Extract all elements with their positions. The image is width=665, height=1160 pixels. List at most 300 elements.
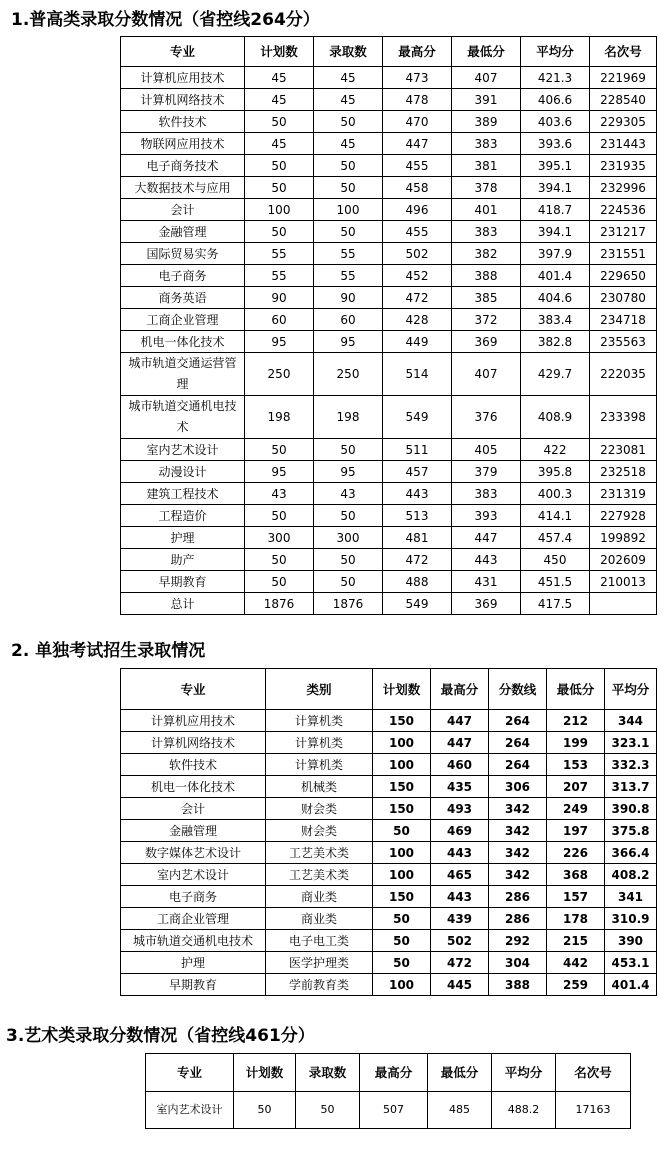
value-cell: 机械类 [266,776,373,798]
table-row [121,527,657,549]
table-row [121,309,657,331]
major-cell: 国际贸易实务 [121,243,245,265]
value-cell: 460 [431,754,489,776]
value-cell: 421.3 [521,67,590,89]
value-cell: 198 [314,396,383,439]
major-cell: 金融管理 [121,820,266,842]
major-cell: 电子商务 [121,265,245,287]
value-cell: 451.5 [521,571,590,593]
major-cell: 会计 [121,199,245,221]
value-cell: 342 [489,842,547,864]
value-cell: 90 [314,287,383,309]
value-cell: 45 [245,133,314,155]
value-cell: 250 [245,353,314,396]
value-cell: 1876 [245,593,314,615]
table-row [121,461,657,483]
value-cell: 150 [373,776,431,798]
major-cell: 计算机应用技术 [121,67,245,89]
table-row [121,886,657,908]
value-cell: 394.1 [521,177,590,199]
value-cell: 379 [452,461,521,483]
value-cell: 472 [383,549,452,571]
value-cell: 429.7 [521,353,590,396]
value-cell: 455 [383,221,452,243]
value-cell: 344 [605,710,657,732]
value-cell: 408.9 [521,396,590,439]
table-row [121,89,657,111]
value-cell: 55 [245,265,314,287]
value-cell: 100 [373,842,431,864]
value-cell: 197 [547,820,605,842]
value-cell: 422 [521,439,590,461]
value-cell: 财会类 [266,798,373,820]
major-cell: 早期教育 [121,974,266,996]
major-cell: 工商企业管理 [121,309,245,331]
value-cell: 493 [431,798,489,820]
value-cell: 50 [314,571,383,593]
value-cell: 431 [452,571,521,593]
column-header: 计划数 [373,669,431,710]
value-cell: 443 [383,483,452,505]
value-cell: 286 [489,886,547,908]
major-cell: 室内艺术设计 [146,1092,234,1129]
value-cell: 417.5 [521,593,590,615]
table-row [121,396,657,439]
value-cell: 447 [431,732,489,754]
value-cell: 385 [452,287,521,309]
table-row [121,820,657,842]
value-cell: 227928 [590,505,657,527]
table-row [121,930,657,952]
major-cell: 总计 [121,593,245,615]
major-cell: 护理 [121,527,245,549]
value-cell: 工艺美术类 [266,864,373,886]
value-cell: 215 [547,930,605,952]
value-cell: 95 [245,331,314,353]
value-cell: 393 [452,505,521,527]
value-cell: 222035 [590,353,657,396]
major-cell: 护理 [121,952,266,974]
value-cell: 153 [547,754,605,776]
value-cell: 401.4 [605,974,657,996]
table-header-row [146,1054,631,1092]
value-cell: 469 [431,820,489,842]
table-row [121,593,657,615]
value-cell: 401 [452,199,521,221]
value-cell: 292 [489,930,547,952]
value-cell: 100 [373,974,431,996]
value-cell: 450 [521,549,590,571]
section1-title: 1.普高类录取分数情况（省控线264分） [11,10,320,30]
table-row [121,776,657,798]
value-cell: 232518 [590,461,657,483]
table-header-row [121,669,657,710]
value-cell: 264 [489,754,547,776]
value-cell: 231217 [590,221,657,243]
value-cell: 230780 [590,287,657,309]
table-row [121,331,657,353]
table-row [121,952,657,974]
value-cell: 383.4 [521,309,590,331]
value-cell: 50 [245,571,314,593]
value-cell: 478 [383,89,452,111]
value-cell: 50 [234,1092,296,1129]
table-row [121,199,657,221]
major-cell: 工程造价 [121,505,245,527]
value-cell: 228540 [590,89,657,111]
major-cell: 大数据技术与应用 [121,177,245,199]
value-cell: 407 [452,353,521,396]
value-cell: 368 [547,864,605,886]
value-cell: 286 [489,908,547,930]
value-cell: 232996 [590,177,657,199]
value-cell: 488.2 [492,1092,556,1129]
table-row [121,754,657,776]
column-header: 专业 [146,1054,234,1092]
value-cell: 447 [452,527,521,549]
value-cell: 231551 [590,243,657,265]
value-cell: 383 [452,483,521,505]
value-cell: 电子电工类 [266,930,373,952]
value-cell: 工艺美术类 [266,842,373,864]
value-cell: 472 [383,287,452,309]
value-cell: 234718 [590,309,657,331]
value-cell: 472 [431,952,489,974]
value-cell: 511 [383,439,452,461]
value-cell: 369 [452,593,521,615]
value-cell: 481 [383,527,452,549]
value-cell: 428 [383,309,452,331]
value-cell: 计算机类 [266,710,373,732]
column-header: 专业 [121,37,245,67]
table-row [121,483,657,505]
value-cell: 17163 [556,1092,631,1129]
major-cell: 机电一体化技术 [121,776,266,798]
value-cell: 202609 [590,549,657,571]
value-cell: 470 [383,111,452,133]
value-cell: 150 [373,886,431,908]
column-header: 专业 [121,669,266,710]
value-cell: 45 [245,89,314,111]
major-cell: 电子商务 [121,886,266,908]
value-cell: 389 [452,111,521,133]
value-cell: 229305 [590,111,657,133]
column-header: 录取数 [314,37,383,67]
value-cell: 50 [314,549,383,571]
value-cell: 55 [314,243,383,265]
value-cell: 401.4 [521,265,590,287]
value-cell: 计算机类 [266,732,373,754]
table-row [121,505,657,527]
table-row [121,710,657,732]
value-cell: 342 [489,864,547,886]
value-cell: 商业类 [266,908,373,930]
value-cell: 455 [383,155,452,177]
major-cell: 动漫设计 [121,461,245,483]
value-cell: 150 [373,710,431,732]
table-row [121,864,657,886]
value-cell: 财会类 [266,820,373,842]
value-cell: 55 [314,265,383,287]
value-cell: 50 [245,505,314,527]
value-cell: 55 [245,243,314,265]
value-cell: 366.4 [605,842,657,864]
column-header: 平均分 [521,37,590,67]
independent-exam-table [120,668,657,996]
value-cell: 342 [489,820,547,842]
major-cell: 城市轨道交通运营管理 [121,353,245,396]
value-cell: 50 [314,177,383,199]
major-cell: 计算机网络技术 [121,89,245,111]
value-cell: 457 [383,461,452,483]
value-cell: 199 [547,732,605,754]
value-cell: 382.8 [521,331,590,353]
value-cell: 50 [314,111,383,133]
value-cell: 443 [431,842,489,864]
major-cell: 室内艺术设计 [121,439,245,461]
value-cell: 549 [383,593,452,615]
value-cell: 50 [373,952,431,974]
value-cell: 310.9 [605,908,657,930]
section2-title: 2. 单独考试招生录取情况 [11,641,206,661]
table-row [121,243,657,265]
value-cell: 395.8 [521,461,590,483]
value-cell: 496 [383,199,452,221]
major-cell: 早期教育 [121,571,245,593]
value-cell: 502 [383,243,452,265]
value-cell: 447 [431,710,489,732]
value-cell: 513 [383,505,452,527]
value-cell: 372 [452,309,521,331]
value-cell: 60 [245,309,314,331]
value-cell: 231935 [590,155,657,177]
value-cell: 计算机类 [266,754,373,776]
value-cell: 250 [314,353,383,396]
value-cell: 1876 [314,593,383,615]
value-cell: 100 [245,199,314,221]
value-cell: 95 [245,461,314,483]
value-cell: 465 [431,864,489,886]
value-cell: 229650 [590,265,657,287]
major-cell: 助产 [121,549,245,571]
value-cell: 447 [383,133,452,155]
value-cell: 332.3 [605,754,657,776]
value-cell: 488 [383,571,452,593]
value-cell: 50 [245,155,314,177]
value-cell [590,593,657,615]
major-cell: 软件技术 [121,111,245,133]
value-cell: 259 [547,974,605,996]
value-cell: 264 [489,710,547,732]
value-cell: 418.7 [521,199,590,221]
value-cell: 400.3 [521,483,590,505]
value-cell: 458 [383,177,452,199]
value-cell: 221969 [590,67,657,89]
value-cell: 210013 [590,571,657,593]
value-cell: 485 [428,1092,492,1129]
value-cell: 43 [245,483,314,505]
section3-title: 3.艺术类录取分数情况（省控线461分） [6,1026,315,1046]
value-cell: 435 [431,776,489,798]
value-cell: 50 [314,505,383,527]
table-row [121,265,657,287]
value-cell: 43 [314,483,383,505]
table-row [121,571,657,593]
value-cell: 407 [452,67,521,89]
value-cell: 457.4 [521,527,590,549]
value-cell: 439 [431,908,489,930]
value-cell: 449 [383,331,452,353]
major-cell: 物联网应用技术 [121,133,245,155]
value-cell: 473 [383,67,452,89]
value-cell: 300 [314,527,383,549]
value-cell: 50 [314,221,383,243]
value-cell: 50 [373,908,431,930]
value-cell: 45 [314,89,383,111]
value-cell: 198 [245,396,314,439]
major-cell: 计算机网络技术 [121,732,266,754]
column-header: 名次号 [590,37,657,67]
value-cell: 100 [373,754,431,776]
major-cell: 电子商务技术 [121,155,245,177]
value-cell: 150 [373,798,431,820]
table-row [121,842,657,864]
value-cell: 383 [452,133,521,155]
value-cell: 235563 [590,331,657,353]
value-cell: 341 [605,886,657,908]
value-cell: 50 [245,221,314,243]
table-header-row [121,37,657,67]
value-cell: 50 [245,439,314,461]
value-cell: 学前教育类 [266,974,373,996]
major-cell: 商务英语 [121,287,245,309]
table-row [121,133,657,155]
major-cell: 机电一体化技术 [121,331,245,353]
value-cell: 382 [452,243,521,265]
table-row [121,549,657,571]
table-row [121,67,657,89]
major-cell: 城市轨道交通机电技术 [121,396,245,439]
table-row [121,155,657,177]
major-cell: 数字媒体艺术设计 [121,842,266,864]
value-cell: 45 [314,67,383,89]
column-header: 最低分 [547,669,605,710]
value-cell: 100 [373,864,431,886]
value-cell: 50 [245,177,314,199]
table-row [121,439,657,461]
value-cell: 306 [489,776,547,798]
value-cell: 369 [452,331,521,353]
value-cell: 404.6 [521,287,590,309]
value-cell: 50 [245,111,314,133]
value-cell: 199892 [590,527,657,549]
value-cell: 502 [431,930,489,952]
value-cell: 304 [489,952,547,974]
value-cell: 388 [452,265,521,287]
major-cell: 室内艺术设计 [121,864,266,886]
value-cell: 323.1 [605,732,657,754]
value-cell: 443 [431,886,489,908]
column-header: 录取数 [296,1054,360,1092]
value-cell: 45 [314,133,383,155]
value-cell: 452 [383,265,452,287]
value-cell: 50 [314,439,383,461]
value-cell: 393.6 [521,133,590,155]
column-header: 分数线 [489,669,547,710]
value-cell: 406.6 [521,89,590,111]
column-header: 最低分 [452,37,521,67]
value-cell: 商业类 [266,886,373,908]
table-row [121,353,657,396]
value-cell: 50 [245,549,314,571]
column-header: 最高分 [360,1054,428,1092]
value-cell: 95 [314,331,383,353]
value-cell: 231319 [590,483,657,505]
value-cell: 100 [373,732,431,754]
value-cell: 445 [431,974,489,996]
value-cell: 376 [452,396,521,439]
value-cell: 50 [373,820,431,842]
value-cell: 300 [245,527,314,549]
value-cell: 403.6 [521,111,590,133]
major-cell: 工商企业管理 [121,908,266,930]
value-cell: 224536 [590,199,657,221]
value-cell: 405 [452,439,521,461]
value-cell: 50 [296,1092,360,1129]
value-cell: 45 [245,67,314,89]
value-cell: 414.1 [521,505,590,527]
value-cell: 313.7 [605,776,657,798]
value-cell: 60 [314,309,383,331]
value-cell: 231443 [590,133,657,155]
value-cell: 507 [360,1092,428,1129]
value-cell: 390 [605,930,657,952]
value-cell: 264 [489,732,547,754]
column-header: 计划数 [245,37,314,67]
value-cell: 378 [452,177,521,199]
column-header: 计划数 [234,1054,296,1092]
value-cell: 443 [452,549,521,571]
major-cell: 软件技术 [121,754,266,776]
value-cell: 381 [452,155,521,177]
value-cell: 50 [373,930,431,952]
major-cell: 建筑工程技术 [121,483,245,505]
table-row [121,908,657,930]
value-cell: 医学护理类 [266,952,373,974]
table-row [146,1092,631,1129]
value-cell: 388 [489,974,547,996]
major-cell: 金融管理 [121,221,245,243]
column-header: 平均分 [605,669,657,710]
value-cell: 223081 [590,439,657,461]
column-header: 名次号 [556,1054,631,1092]
value-cell: 397.9 [521,243,590,265]
value-cell: 100 [314,199,383,221]
value-cell: 249 [547,798,605,820]
value-cell: 233398 [590,396,657,439]
table-row [121,974,657,996]
value-cell: 408.2 [605,864,657,886]
table-row [121,111,657,133]
column-header: 类别 [266,669,373,710]
column-header: 平均分 [492,1054,556,1092]
value-cell: 375.8 [605,820,657,842]
column-header: 最高分 [431,669,489,710]
value-cell: 390.8 [605,798,657,820]
value-cell: 50 [314,155,383,177]
value-cell: 394.1 [521,221,590,243]
table-row [121,798,657,820]
